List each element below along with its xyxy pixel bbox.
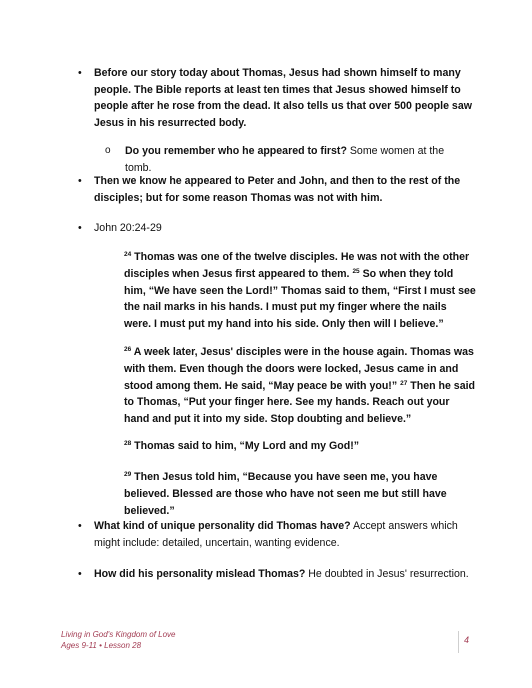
footer-divider xyxy=(458,631,459,653)
question-text: Do you remember who he appeared to first? xyxy=(125,145,347,157)
footer-lesson-info: Ages 9-11 • Lesson 28 xyxy=(61,641,142,650)
sub-bullet-text xyxy=(125,143,465,176)
verse-number: 29 xyxy=(124,471,132,478)
verse-text: Thomas was one of the twelve disciples. He was not with the other disciples when Jesus first appeared to them. xyxy=(124,251,470,280)
sub-bullet-icon: o xyxy=(105,145,111,156)
scripture-paragraph xyxy=(124,469,476,519)
bullet-icon: • xyxy=(78,520,82,532)
verse-number: 25 xyxy=(352,267,360,275)
question-text: What kind of unique personality did Thomas have? xyxy=(94,520,351,532)
bullet-icon: • xyxy=(78,568,82,580)
verse-number: 27 xyxy=(400,379,408,387)
footer-series-title: Living in God's Kingdom of Love xyxy=(61,630,176,639)
page-footer xyxy=(61,629,175,651)
verse-number: 24 xyxy=(124,251,132,258)
scripture-paragraph xyxy=(124,344,476,428)
verse-text: A week later, Jesus' disciples were in the house again. Thomas was with them. Even though the doors were locked, Jesus came in and stood among them. He said, “May peace be with you!” xyxy=(124,346,474,392)
bullet-icon: • xyxy=(78,222,82,234)
bullet-icon: • xyxy=(78,175,82,187)
verse-text: So when they told him, “We have seen the Lord!” Thomas said to them, “First I must see the nail marks in his hands. I must put my finger where the nails were. I must put my hand into his side. Only then will I believe.” xyxy=(124,267,476,331)
answer-text: Accept answers which might include: detailed, uncertain, wanting evidence. xyxy=(94,520,458,549)
bullet-text: Then we know he appeared to Peter and John, and then to the rest of the disciples; but for some reason Thomas was not with him. xyxy=(94,175,461,204)
question-text: How did his personality mislead Thomas? xyxy=(94,568,306,580)
scripture-paragraph xyxy=(124,438,476,455)
page-number: 4 xyxy=(464,635,470,645)
bullet-icon: • xyxy=(78,67,82,79)
bullet-text xyxy=(94,518,478,551)
verse-text: Then Jesus told him, “Because you have seen me, you have believed. Blessed are those who have not seen me but still have believed.” xyxy=(124,471,447,517)
scripture-reference: John 20:24-29 xyxy=(94,222,162,234)
verse-number: 26 xyxy=(124,346,132,353)
verse-text: Thomas said to him, “My Lord and my God!” xyxy=(131,440,360,452)
verse-number: 28 xyxy=(124,440,132,447)
answer-text: Some women at the tomb. xyxy=(125,145,445,174)
answer-text: He doubted in Jesus' resurrection. xyxy=(305,568,469,580)
bullet-text xyxy=(94,566,478,583)
scripture-paragraph xyxy=(124,249,476,333)
bullet-text: Before our story today about Thomas, Jesus had shown himself to many people. The Bible reports at least ten times that Jesus showed himself to people after he rose from the dead. It also tells us that over 500 people saw Jesus in his resurrected body. xyxy=(94,67,472,129)
verse-text: Then he said to Thomas, “Put your finger here. See my hands. Reach out your hand and put it into my side. Stop doubting and believe.” xyxy=(124,379,476,426)
